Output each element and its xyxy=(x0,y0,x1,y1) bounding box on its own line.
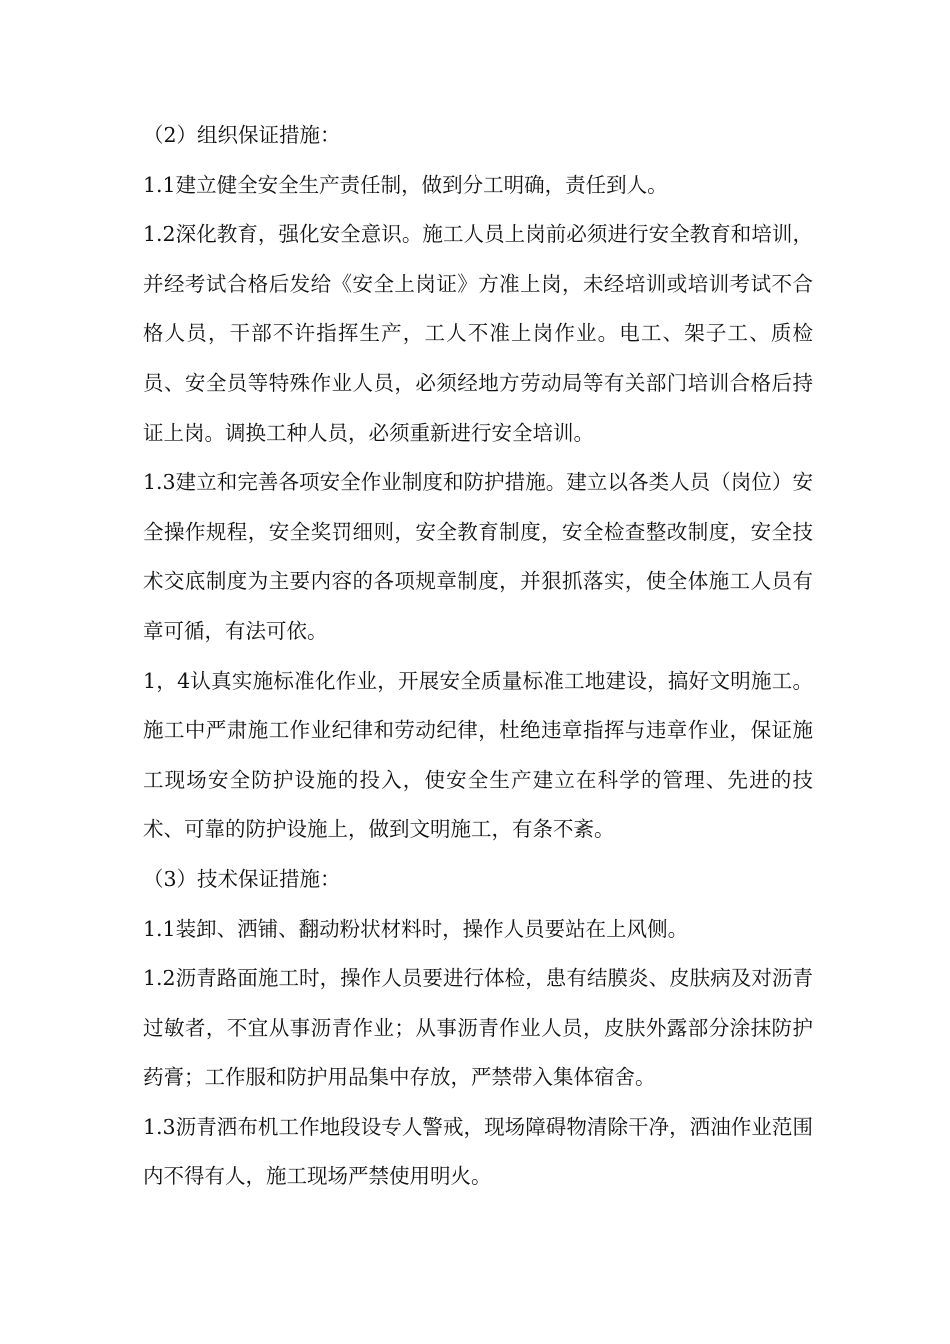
section-heading-organization: （2）组织保证措施： xyxy=(143,123,341,147)
paragraph-tech-1-3-sprayer-safety: 1.3沥青洒布机工作地段设专人警戒，现场障碍物清除干净，洒油作业范围内不得有人，施工现场严禁使用明火。 xyxy=(143,1114,813,1189)
paragraph-1-2-education: 1.2深化教育，强化安全意识。施工人员上岗前必须进行安全教育和培训，并经考试合格后发给《安全上岗证》方准上岗，未经培训或培训考试不合格人员，干部不许指挥生产，工人不准上岗作业。电工、架子工、质检员、安全员等特殊作业人员，必须经地方劳动局等有关部门培训合格后持证上岗。调换工种人员，必须重新进行安全培训。 xyxy=(143,222,813,445)
document-body xyxy=(143,111,813,1202)
paragraph-tech-1-1-loading: 1.1装卸、洒铺、翻动粉状材料时，操作人员要站在上风侧。 xyxy=(143,916,689,941)
section-heading-technical: （3）技术保证措施： xyxy=(143,866,341,891)
paragraph-1-1-responsibility: 1.1建立健全安全生产责任制，做到分工明确，责任到人。 xyxy=(143,172,668,197)
paragraph-1-4-standardization: 1，4认真实施标准化作业，开展安全质量标准工地建设，搞好文明施工。施工中严肃施工作业纪律和劳动纪律，杜绝违章指挥与违章作业，保证施工现场安全防护设施的投入，使安全生产建立在科学的管理、先进的技术、可靠的防护设施上，做到文明施工，有条不紊。 xyxy=(143,668,813,842)
paragraph-tech-1-2-asphalt-health: 1.2沥青路面施工时，操作人员要进行体检，患有结膜炎、皮肤病及对沥青过敏者，不宜从事沥青作业；从事沥青作业人员，皮肤外露部分涂抹防护药膏；工作服和防护用品集中存放，严禁带入集体宿舍。 xyxy=(143,966,813,1090)
paragraph-1-3-systems: 1.3建立和完善各项安全作业制度和防护措施。建立以各类人员（岗位）安全操作规程，安全奖罚细则，安全教育制度，安全检查整改制度，安全技术交底制度为主要内容的各项规章制度，并狠抓落实，使全体施工人员有章可循，有法可依。 xyxy=(143,470,813,643)
